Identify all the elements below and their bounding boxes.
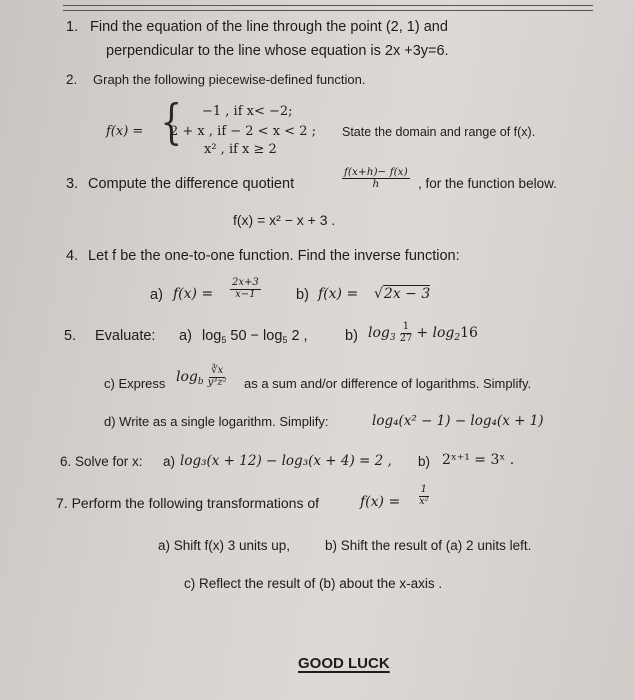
q1-line2: perpendicular to the line whose equation is 2x +3y=6. <box>106 43 449 59</box>
top-divider <box>63 5 593 11</box>
q5-b-label: b) <box>345 328 358 344</box>
q6-b-label: b) <box>418 454 431 469</box>
q2-lhs: f(x) = <box>106 124 144 139</box>
log-base: 5 <box>221 335 227 345</box>
q4-a-fraction <box>228 278 263 300</box>
a-end: 2 , <box>287 328 308 344</box>
q4-a-label: a) <box>150 287 163 303</box>
q5-c-expr <box>176 366 231 388</box>
b-base1: 3 <box>389 333 396 343</box>
q7-fraction <box>415 485 433 507</box>
q2-tail: State the domain and range of f(x). <box>342 125 536 139</box>
q2-case-2: 2 + x , if − 2 < x < 2 ; <box>170 124 316 139</box>
q3-text: Compute the difference quotient <box>88 176 295 192</box>
q6-text: 6. Solve for x: <box>60 454 143 469</box>
q2-case-1: −1 , if x< −2; <box>202 104 293 119</box>
q2-case-3: x² , if x ≥ 2 <box>204 142 277 157</box>
q5-text: Evaluate: <box>95 328 156 344</box>
log-base-2: 5 <box>282 335 288 345</box>
c-base: b <box>197 377 204 387</box>
piecewise-brace: { <box>160 94 182 150</box>
q4-a-lhs: f(x) = <box>173 286 214 302</box>
q5-c-tail: as a sum and/or difference of logarithms. Simplify. <box>244 376 532 391</box>
b-log1: log <box>368 325 390 341</box>
q4-b-label: b) <box>296 287 309 303</box>
q4-text: Let f be the one-to-one function. Find the inverse function: <box>88 248 460 264</box>
q5-d-text: d) Write as a single logarithm. Simplify: <box>104 414 329 429</box>
b-num: 1 <box>402 321 410 332</box>
q5-c-label: c) Express <box>104 376 166 391</box>
q5-number: 5. <box>64 328 77 344</box>
good-luck-footer: GOOD LUCK <box>298 655 390 672</box>
q7-text: 7. Perform the following transformations of <box>56 495 320 511</box>
q7-a: a) Shift f(x) 3 units up, <box>158 538 291 553</box>
q5-a-label: a) <box>179 328 192 344</box>
q5-d-expr: log₄(x² − 1) − log₄(x + 1) <box>372 413 544 429</box>
q6-b-expr: 2ˣ⁺¹ = 3ˣ . <box>442 452 515 468</box>
q4-b-root: √2x − 3 <box>374 286 431 302</box>
q1-line1: Find the equation of the line through the point (2, 1) and <box>90 19 448 35</box>
q3-tail: , for the function below. <box>418 176 557 191</box>
q5-b-expr <box>368 322 478 344</box>
a-middle: 50 − log <box>226 328 283 344</box>
q4-b-radicand: 2x − 3 <box>383 286 431 302</box>
b-arg2: 16 <box>460 325 478 341</box>
q3-function: f(x) = x² − x + 3 . <box>233 212 336 228</box>
q7-b: b) Shift the result of (a) 2 units left. <box>325 538 532 553</box>
q7-c: c) Reflect the result of (b) about the x-axis . <box>184 576 443 591</box>
q4-a-num: 2x+3 <box>232 277 259 288</box>
q6-a-expr: log₃(x + 12) − log₃(x + 4) = 2 , <box>180 453 392 469</box>
b-den: 27 <box>399 332 413 344</box>
q2-number: 2. <box>66 72 78 87</box>
q4-b-lhs: f(x) = <box>318 286 359 302</box>
q4-number: 4. <box>66 248 79 264</box>
q3-frac-num: f(x+h)− f(x) <box>344 166 408 178</box>
q3-number: 3. <box>66 176 79 192</box>
q7-den: x² <box>419 495 429 507</box>
q5-a-expr <box>202 328 308 345</box>
c-log: log <box>176 369 198 385</box>
c-num: ∛x <box>211 365 224 376</box>
q1-number: 1. <box>66 19 79 35</box>
q2-text: Graph the following piecewise-defined function. <box>93 72 366 87</box>
b-base2: 2 <box>454 333 461 343</box>
q7-num: 1 <box>420 484 428 495</box>
q3-difference-quotient <box>340 167 412 190</box>
q4-a-den: x−1 <box>235 288 256 300</box>
b-plus-log: + log <box>416 325 455 341</box>
c-den: y³z² <box>207 376 227 388</box>
q3-frac-den: h <box>372 178 380 191</box>
q7-lhs: f(x) = <box>360 494 401 510</box>
q6-a-label: a) <box>163 454 176 469</box>
log-word: log <box>202 328 222 344</box>
